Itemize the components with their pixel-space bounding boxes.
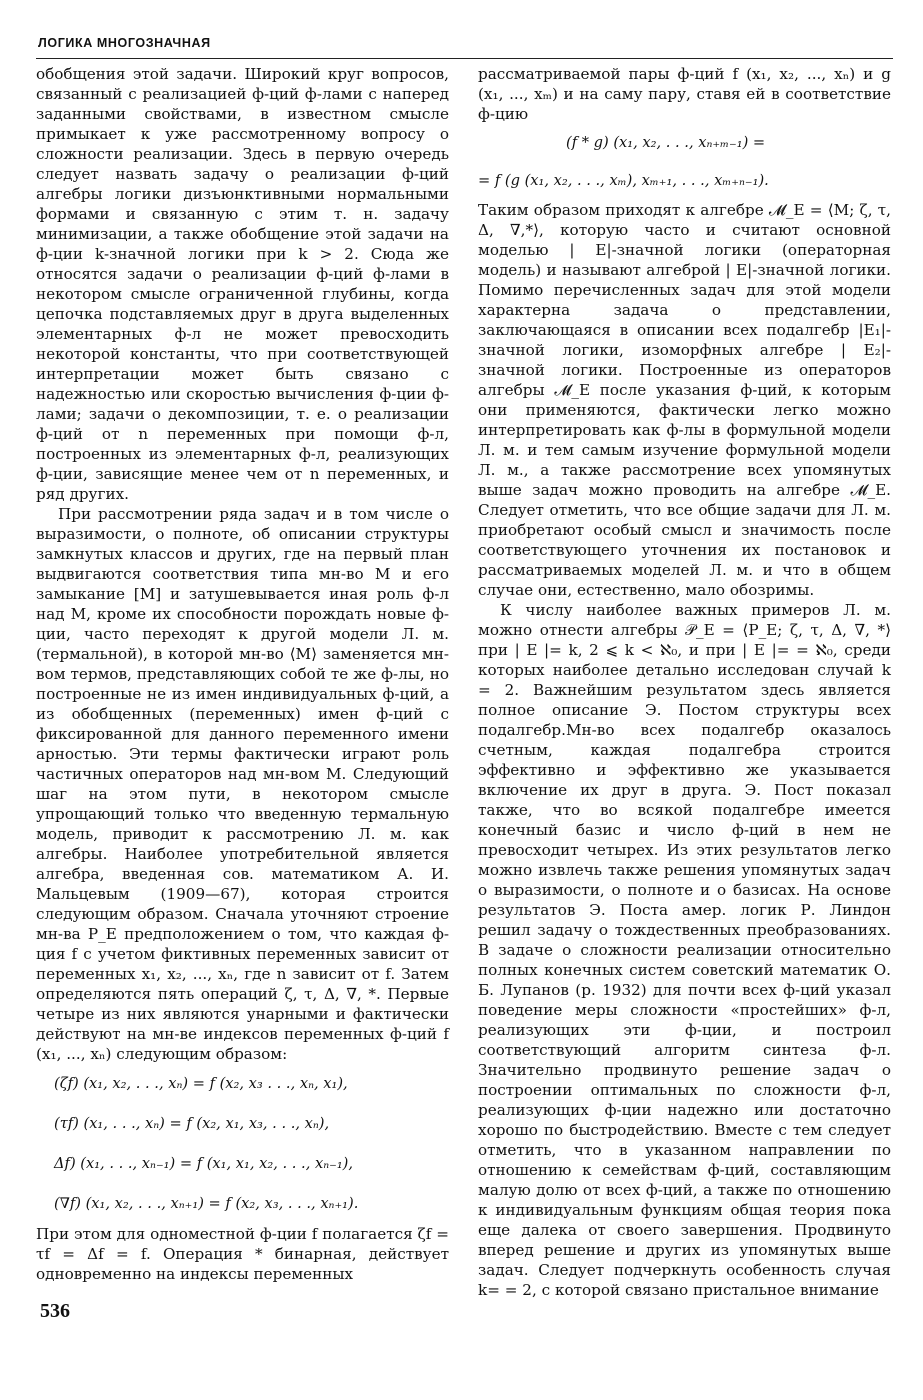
right-paragraph-2: Таким образом приходят к алгебре 𝓜_E = ⟨M; ζ, τ, Δ, ∇,*⟩, которую часто и считают основной моделью | E|-значной логики (операторная модель) и называют алгеброй | E|-значной логики. Помимо перечисленных задач для этой модели характерна задача о представлении, заключающаяся в описании всех подалгебр |E₁|-значной логики, изоморфных алгебре | E₂|-значной логики. Построенные из операторов алгебры 𝓜_E после указания ф-ций, к которым они применяются, фактически легко можно интерпретировать как ф-лы в формульной модели Л. м. и тем самым изучение формульной модели Л. м., а также рассмотрение всех упомянутых выше задач можно проводить на алгебре 𝓜_E. Следует отметить, что все общие задачи для Л. м. приобретают особый смысл и значимость после соответствующего уточнения их постановок и рассматриваемых моделей Л. м. и что в общем случае они, естественно, мало обозримы. [478,201,891,599]
formula-nabla: (∇f) (x₁, x₂, . . ., xₙ₊₁) = f (x₂, x₃, . . ., xₙ₊₁). [54,1195,359,1212]
formula-composition-lhs: (f * g) (x₁, x₂, . . ., xₙ₊ₘ₋₁) = [566,134,766,151]
left-paragraph-3: При этом для одноместной ф-ции f полагается ζf = τf = Δf = f. Операция * бинарная, действует одновременно на индексы переменных [36,1225,449,1283]
right-paragraph-3: К числу наиболее важных примеров Л. м. можно отнести алгебры 𝒫_E = ⟨P_E; ζ, τ, Δ, ∇, *⟩ при | E |= k, 2 ⩽ k < ℵ₀, и при | E |= = ℵ₀, среди которых наиболее детально исследован случай k = 2. Важнейшим результатом здесь является полное описание Э. Постом структуры всех подалгебр.Мн-во всех подалгебр оказалось счетным, каждая подалгебра строится эффективно и эффективно же указывается включение их друг в друга. Э. Пост показал также, что во всякой подалгебре имеется конечный базис и число ф-ций в нем не превосходит четырех. Из этих результатов легко можно извлечь также решения упомянутых задач о выразимости, о полноте и о базисах. На основе результатов Э. Поста амер. логик Р. Линдон решил задачу о тождественных преобразованиях. В задаче о сложности реализации относительно полных конечных систем советский математик О. Б. Лупанов (р. 1932) для почти всех ф-ций указал поведение меры сложности «простейших» ф-л, реализующих эти ф-ции, и построил соответствующий алгоритм синтеза ф-л. Значительно продвинуто решение задач о построении оптимальных по сложности ф-л, реализующих ф-ции надежно или достаточно хорошо по быстродействию. Вместе с тем следует отметить, что в указанном направлении по отношению к семействам ф-ций, составляющим малую долю от всех ф-ций, а также по отношению к индивидуальным функциям общая теория пока еще далека от своего завершения. Продвинуто вперед решение и других из упомянутых выше задач. Следует подчеркнуть особенность случая k= = 2, с которой связано пристальное внимание [478,601,891,1299]
formula-composition-rhs: = f (g (x₁, x₂, . . ., xₘ), xₘ₊₁, . . ., xₘ₊ₙ₋₁). [478,172,769,189]
left-paragraph-1: обобщения этой задачи. Широкий круг вопросов, связанный с реализацией ф-ций ф-лами с наперед заданными свойствами, в известном смысле примыкает к уже рассмотренному вопросу о сложности реализации. Здесь в первую очередь следует назвать задачу о реализации ф-ций алгебры логики дизъюнктивными нормальными формами и связанную с этим т. н. задачу минимизации, а также обобщение этой задачи на ф-ции k-значной логики при k > 2. Сюда же относятся задачи о реализации ф-ций ф-лами в некотором смысле ограниченной глубины, когда цепочка подставляемых друг в друга выделенных элементарных ф-л не может превосходить некоторой константы, что при соответствующей интерпретации может быть связано с надежностью или скоростью вычисления ф-ции ф-лами; задачи о декомпозиции, т. е. о реализации ф-ций от n переменных при помощи ф-л, построенных из элементарных ф-л, реализующих ф-ции, зависящие менее чем от n переменных, и ряд других. [36,65,449,503]
formula-tau: (τf) (x₁, . . ., xₙ) = f (x₂, x₁, x₃, . . ., xₙ), [54,1115,330,1132]
header-rule [36,58,893,59]
page-number: 536 [40,1300,70,1322]
running-header: ЛОГИКА МНОГОЗНАЧНАЯ [38,36,211,50]
left-column [36,64,449,1284]
right-column [478,64,891,1300]
formula-zeta: (ζf) (x₁, x₂, . . ., xₙ) = f (x₂, x₃ . . ., xₙ, x₁), [54,1075,348,1092]
left-paragraph-2: При рассмотрении ряда задач и в том числе о выразимости, о полноте, об описании структуры замкнутых классов и других, где на первый план выдвигаются соответствия типа мн-во M и его замыкание [M] и затушевывается иная роль ф-л над M, кроме их способности порождать новые ф-ции, часто переходят к другой модели Л. м. (термальной), в которой мн-во ⟨M⟩ заменяется мн-вом термов, представляющих собой те же ф-лы, но построенные не из имен индивидуальных ф-ций, а из обобщенных (переменных) имен ф-ций с фиксированной для данного переменного имени арностью. Эти термы фактически играют роль частичных операторов над мн-вом M. Следующий шаг на этом пути, в некотором смысле упрощающий только что введенную термальную модель, приводит к рассмотрению Л. м. как алгебры. Наиболее употребительной является алгебра, введенная сов. математиком А. И. Мальцевым (1909—67), которая строится следующим образом. Сначала уточняют строение мн-ва P_E предположением о том, что каждая ф-ция f с учетом фиктивных переменных зависит от переменных x₁, x₂, ..., xₙ, где n зависит от f. Затем определяются пять операций ζ, τ, Δ, ∇, *. Первые четыре из них являются унарными и фактически действуют на мн-ве индексов переменных ф-ций f (x₁, ..., xₙ) следующим образом: [36,505,449,1063]
formula-delta: Δf) (x₁, . . ., xₙ₋₁) = f (x₁, x₁, x₂, . . ., xₙ₋₁), [54,1155,354,1172]
right-paragraph-1: рассматриваемой пары ф-ций f (x₁, x₂, ..., xₙ) и g (x₁, ..., xₘ) и на саму пару, ставя ей в соответствие ф-цию [478,65,891,123]
